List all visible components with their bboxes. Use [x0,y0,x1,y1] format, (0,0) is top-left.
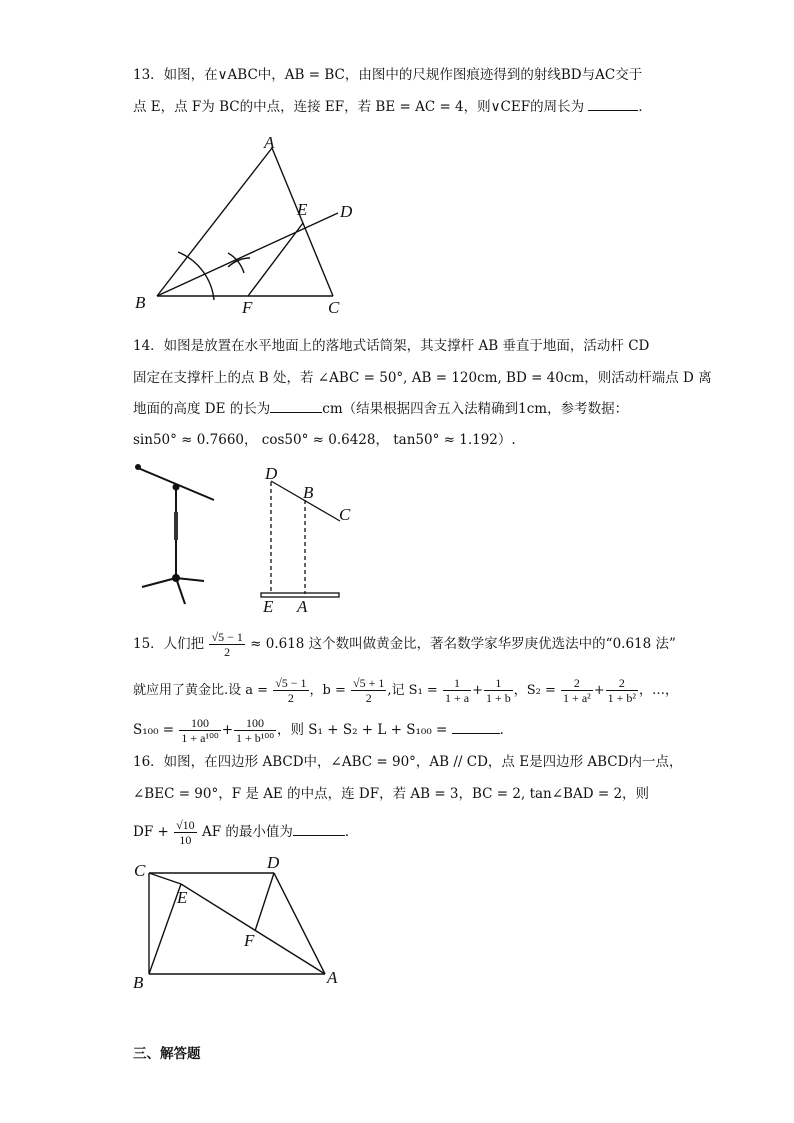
q14-line3a: 地面的高度 DE 的长为 [133,401,271,417]
q15-frac-s100b [234,716,276,745]
q16-label-f: F [244,931,255,950]
q15-line1 [133,630,676,659]
q16-line3 [133,818,358,847]
q16-l3end: ． [344,824,359,840]
q14-label-a: A [297,597,308,616]
q15-l2e: ，S₂ = [513,683,556,698]
q14-label-c: C [339,505,351,524]
q15-l2f6-num: 2 [606,676,638,691]
q13-label-a: A [264,133,275,152]
q14-mic-stand-picture [130,460,230,610]
q15-l3end: ． [499,722,514,738]
q13-arc-large [178,252,214,300]
q16-label-e: E [177,888,188,907]
q15-l3f1-den: 1 + a¹⁰⁰ [181,731,219,745]
q13-line2-text: 点 E，点 F为 BC的中点，连接 EF，若 BE = AC = 4，则∨CEF的周长为 [133,99,585,115]
q15-l2b: ，b = [309,683,346,698]
q15-l1frac-num: √5 − 1 [211,630,243,644]
q13-label-e: E [297,200,308,219]
q16-segment-df [255,873,274,931]
q15-l2d: + [472,683,483,698]
q15-l2g: + [593,683,605,698]
q16-segment-ce [149,873,181,884]
q15-l1b: ≈ 0.618 这个数叫做黄金比，著名数学家华罗庚优选法中的“0.618 法” [250,636,676,652]
q15-l2f5-num: 2 [561,676,593,691]
q15-l2f4-num: 1 [484,676,513,691]
q15-l3a: S₁₀₀ = [133,722,175,738]
q13-label-c: C [328,298,340,317]
q16-label-a: A [327,968,338,987]
q14-line4: sin50° ≈ 0.7660， cos50° ≈ 0.6428， tan50° ≈ 1.192）. [133,432,516,448]
q15-l1a: 15．人们把 [133,636,205,652]
q16-figure [130,852,350,992]
q14-label-e: E [263,597,274,616]
q15-l2c: ,记 S₁ = [387,683,438,698]
q13-label-f: F [242,298,253,317]
q15-l2f1-den: 2 [287,691,294,705]
q14-label-b: B [303,483,314,502]
q15-l2f1-num: √5 − 1 [275,676,307,690]
q13-side-ab [157,148,272,296]
q16-frac-den: 10 [179,833,192,847]
q15-l3f2-den: 1 + b¹⁰⁰ [236,731,275,745]
q13-line1: 13．如图，在∨ABC中，AB = BC，由图中的尺规作图痕迹得到的射线BD与AC交于 [133,67,643,83]
q15-frac-s100a [179,716,220,745]
q16-l3b: AF 的最小值为 [201,824,293,840]
q14-line1: 14．如图是放置在水平地面上的落地式话筒架，其支撑杆 AB 垂直于地面，活动杆 CD [133,338,650,354]
q13-end: ． [638,99,652,115]
q13-label-b: B [135,293,146,312]
q16-label-d: D [267,853,280,872]
q16-l3a: DF + [133,824,169,840]
q16-answer-blank [293,835,345,836]
q15-l3c: ，则 S₁ + S₂ + L + S₁₀₀ = [277,722,448,738]
q13-side-ac [272,148,333,296]
q16-line2: ∠BEC = 90°，F 是 AE 的中点，连 DF，若 AB = 3，BC = 2, tan∠BAD = 2，则 [133,786,650,802]
q15-frac-s1a [443,676,471,705]
q15-line2 [133,676,678,705]
q15-l2f5-den: 1 + a² [563,691,591,705]
q14-diagram [255,462,355,616]
q15-frac-s2b [606,676,638,705]
q15-l2f3-den: 1 + a [444,691,470,705]
section-heading: 三、解答题 [133,1046,201,1062]
q13-figure [130,130,370,320]
q16-label-b: B [133,973,144,992]
q15-l2f4-den: 1 + b [485,691,511,705]
q15-l3b: + [221,722,234,738]
q14-line2: 固定在支撑杆上的点 B 处，若 ∠ABC = 50°, AB = 120cm, BD = 40cm，则活动杆端点 D 离 [133,370,712,386]
q14-line3b: cm（结果根据四舍五入法精确到1cm，参考数据： [322,401,629,417]
q16-segment-ea [181,884,325,974]
q15-l3f1-num: 100 [179,716,220,731]
q15-l1frac-den: 2 [224,645,231,659]
q15-l2h: ，…， [639,683,679,698]
q15-golden-fraction [209,630,244,659]
q16-frac-num: √10 [176,818,195,832]
q15-answer-blank [452,733,500,734]
q15-frac-b [351,676,386,705]
q15-l2f3-num: 1 [443,676,471,691]
q15-frac-a [273,676,308,705]
q15-l2f2-num: √5 + 1 [353,676,385,690]
q15-frac-s2a [561,676,593,705]
q14-line3 [133,399,628,419]
q13-label-d: D [340,202,353,221]
q16-label-c: C [134,861,146,880]
q15-l2a: 就应用了黄金比.设 a = [133,683,269,698]
q15-frac-s1b [484,676,513,705]
q14-answer-blank [270,412,322,413]
q13-segment-ef [248,223,303,296]
q13-line2 [133,97,652,117]
q14-label-d: D [265,464,278,483]
q16-fraction [174,818,197,847]
q16-line1: 16．如图，在四边形 ABCD中，∠ABC = 90°，AB // CD，点 E是四边形 ABCD内一点， [133,754,683,770]
q15-l3f2-num: 100 [234,716,276,731]
q15-l2f2-den: 2 [365,691,372,705]
q15-l2f6-den: 1 + b² [607,691,637,705]
q15-line3 [133,716,513,745]
q13-answer-blank [588,110,638,111]
